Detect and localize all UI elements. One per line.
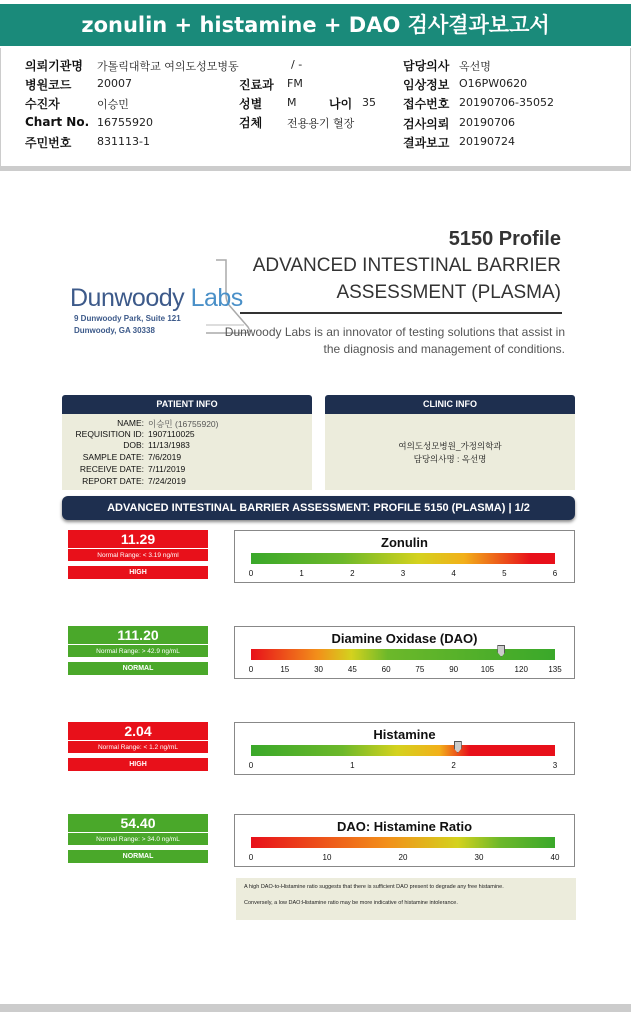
gauge-tick: 0: [248, 569, 254, 578]
gauge-title: Zonulin: [381, 535, 428, 550]
sex-value: M: [287, 96, 297, 109]
institution-label: 의뢰기관명: [25, 59, 83, 73]
result-range: Normal Range: > 42.9 ng/mL: [68, 644, 208, 657]
resident-value: 831113-1: [97, 135, 150, 148]
result-ratio: [68, 814, 208, 863]
gauge-title: Histamine: [373, 727, 436, 742]
divider-top: [0, 166, 631, 171]
clinic-doctor: 담당의사명 : 옥선명: [413, 454, 487, 464]
hospital-code-value: 20007: [97, 77, 132, 90]
pi-dob-value: 11/13/1983: [148, 440, 190, 450]
patient-label: 수진자: [25, 97, 60, 111]
result-value: 111.20: [68, 626, 208, 644]
request-label: 검사의뢰: [403, 117, 450, 131]
title-rule: [240, 312, 562, 314]
gauge-tick: 30: [474, 853, 484, 862]
specimen-label: 검체: [239, 116, 263, 130]
gauge-bar: [251, 553, 555, 564]
tagline-2: the diagnosis and management of conditions.: [323, 342, 565, 356]
gauge-tick: 60: [381, 665, 391, 674]
patient-info-heading: PATIENT INFO: [62, 395, 312, 414]
note-line-2: Conversely, a low DAO:Histamine ratio may be more indicative of histamine intolerance.: [244, 900, 458, 906]
gauge-tick: 5: [502, 569, 507, 578]
gauge-bar: [251, 837, 555, 848]
chart-label: Chart No.: [25, 115, 90, 129]
hospital-code-label: 병원코드: [25, 78, 72, 92]
age-label: 나이: [329, 97, 353, 111]
patient-value: 이승민: [97, 98, 129, 111]
pi-receive-label: RECEIVE DATE:: [79, 464, 144, 474]
gauge-bar: [251, 745, 555, 756]
institution-value: 가톨릭대학교 여의도성모병동: [97, 60, 239, 73]
gauge-tick: 2: [451, 761, 456, 770]
gauge-tick: 3: [400, 569, 406, 578]
gauge-zonulin: [234, 530, 575, 583]
report-title: zonulin + histamine + DAO 검사결과보고서: [0, 4, 631, 46]
report-value: 20190724: [459, 135, 515, 148]
doctor-label: 담당의사: [403, 59, 450, 73]
chart-value: 16755920: [97, 116, 153, 129]
sex-label: 성별: [239, 97, 263, 111]
lab-logo: [70, 284, 243, 313]
result-status: HIGH: [68, 566, 208, 579]
result-range: Normal Range: > 34.0 ng/mL: [68, 832, 208, 845]
pi-sample-label: SAMPLE DATE:: [82, 452, 144, 462]
clinic-info-box: [325, 414, 575, 490]
gauge-tick: 2: [350, 569, 355, 578]
gauge-tick: 135: [548, 665, 562, 674]
gauge-tick: 15: [280, 665, 290, 674]
result-histamine: [68, 722, 208, 771]
result-status: NORMAL: [68, 850, 208, 863]
pi-sample-value: 7/6/2019: [148, 452, 182, 462]
gauge-tick: 1: [350, 761, 355, 770]
dept-label: 진료과: [239, 78, 274, 92]
lab-address-1: 9 Dunwoody Park, Suite 121: [74, 314, 181, 323]
gauge-tick: 0: [248, 761, 254, 770]
header-info: [0, 48, 631, 166]
clinical-label: 임상정보: [403, 78, 450, 92]
assessment-title-1: ADVANCED INTESTINAL BARRIER: [252, 255, 561, 276]
gauge-tick: 120: [514, 665, 528, 674]
gauge-tick: 1: [299, 569, 304, 578]
gauge-tick: 40: [550, 853, 560, 862]
lab-address-2: Dunwoody, GA 30338: [74, 326, 155, 335]
clinic-name: 여의도성모병원_가정의학과: [398, 441, 502, 451]
gauge-tick: 20: [398, 853, 408, 862]
gauge-tick: 45: [347, 665, 357, 674]
profile-title: 5150 Profile: [448, 228, 561, 250]
result-range: Normal Range: < 3.19 ng/ml: [68, 548, 208, 561]
gauge-ratio: [234, 814, 575, 867]
gauge-histamine: [234, 722, 575, 775]
gauge-tick: 4: [451, 569, 456, 578]
gauge-tick: 0: [248, 665, 254, 674]
clinic-info-heading: CLINIC INFO: [325, 395, 575, 414]
resident-label: 주민번호: [25, 136, 72, 150]
gauge-tick: 6: [552, 569, 558, 578]
pi-name-value: 이승민 (16755920): [148, 419, 219, 429]
doctor-value: 옥선명: [459, 60, 491, 73]
gauge-title: DAO: Histamine Ratio: [336, 819, 473, 834]
result-zonulin: [68, 530, 208, 579]
accession-value: 20190706-35052: [459, 96, 554, 109]
pi-name-label: NAME:: [117, 418, 144, 428]
pi-req-label: REQUISITION ID:: [75, 429, 144, 439]
gauge-tick: 10: [322, 853, 332, 862]
pi-receive-value: 7/11/2019: [148, 464, 186, 474]
accession-label: 접수번호: [403, 97, 450, 111]
section-title: ADVANCED INTESTINAL BARRIER ASSESSMENT: PROFILE 5150 (PLASMA) | 1/2: [62, 496, 575, 520]
dept-value: FM: [287, 77, 303, 90]
gauge-tick: 3: [552, 761, 558, 770]
result-value: 11.29: [68, 530, 208, 548]
institution-extra: / -: [291, 58, 303, 71]
pi-report-value: 7/24/2019: [148, 476, 186, 486]
gauge-tick: 90: [449, 665, 459, 674]
gauge-bar: [251, 649, 555, 660]
lab-name-1: Dunwoody: [70, 284, 191, 312]
lab-name-2: Labs: [190, 284, 243, 312]
result-dao: [68, 626, 208, 675]
assessment-title-2: ASSESSMENT (PLASMA): [336, 282, 561, 303]
divider-bottom: [0, 1004, 631, 1012]
report-label: 결과보고: [403, 136, 450, 150]
pi-req-value: 1907110025: [148, 429, 195, 439]
gauge-tick: 105: [480, 665, 495, 674]
gauge-tick: 30: [314, 665, 323, 674]
patient-info-box: [62, 414, 312, 490]
result-status: NORMAL: [68, 662, 208, 675]
specimen-value: 전용용기 혈장: [287, 117, 355, 130]
result-range: Normal Range: < 1.2 ng/mL: [68, 740, 208, 753]
pi-dob-label: DOB:: [123, 440, 144, 450]
gauge-tick: 0: [248, 853, 254, 862]
result-value: 2.04: [68, 722, 208, 740]
result-status: HIGH: [68, 758, 208, 771]
request-value: 20190706: [459, 116, 515, 129]
age-value: 35: [362, 96, 376, 109]
gauge-dao: [234, 626, 575, 679]
gauge-tick: 75: [415, 665, 425, 674]
note-line-1: A high DAO-to-Histamine ratio suggests that there is sufficient DAO present to degrade any free histamine.: [244, 884, 504, 890]
tagline-1: Dunwoody Labs is an innovator of testing solutions that assist in: [224, 325, 565, 339]
pi-report-label: REPORT DATE:: [82, 476, 144, 486]
ratio-note: [236, 878, 576, 920]
gauge-title: Diamine Oxidase (DAO): [331, 631, 478, 646]
result-value: 54.40: [68, 814, 208, 832]
clinical-value: O16PW0620: [459, 77, 528, 90]
